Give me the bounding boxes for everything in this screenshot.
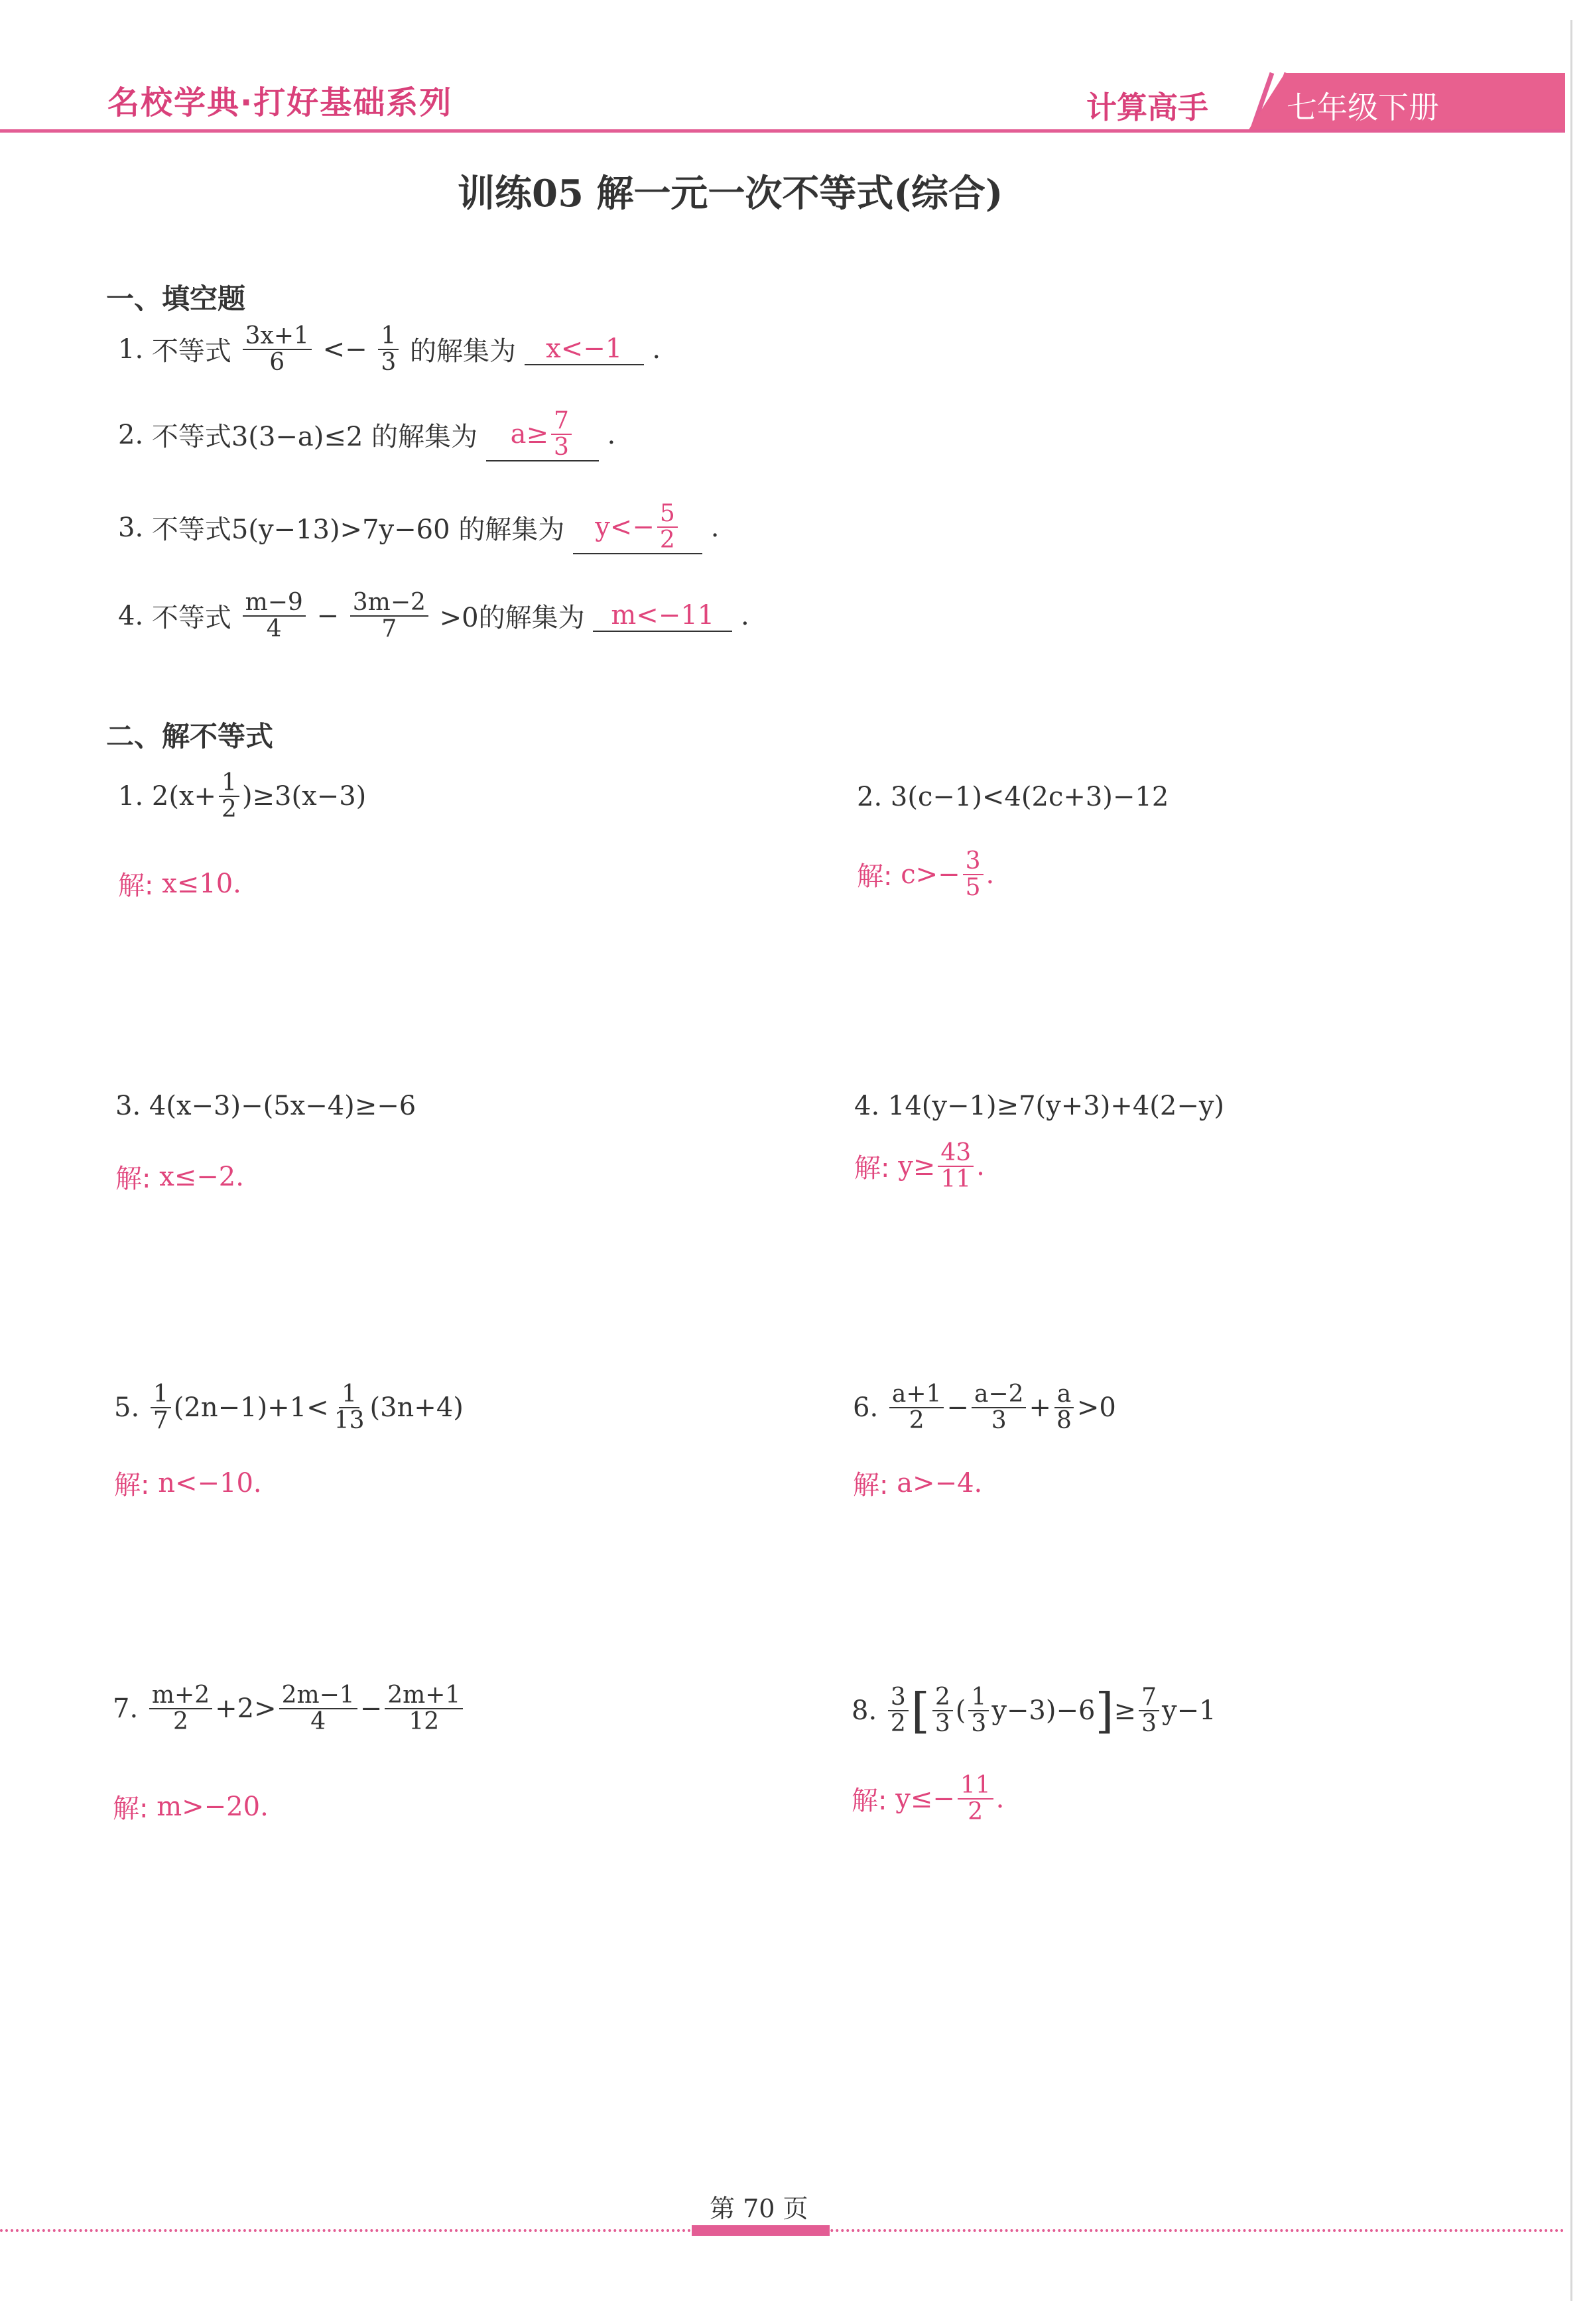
solution-3: 解: x≤−2. (115, 1161, 244, 1194)
item-text: 不等式 (151, 336, 231, 367)
item-number: 4. (118, 600, 144, 631)
problem-6: 6. $\frac{a+1}{2}$ − $\frac{a-2}{3}$ + $\frac{a}{8}$ >0 (853, 1380, 1116, 1434)
item-text: >0的解集为 (439, 603, 585, 634)
problem-1: 1. 2(x+ $\frac{1}{2}$ )≥3(x−3) (118, 769, 367, 823)
fill-in-item-4: 4. 不等式 $\frac{m-9}{4}$ − $\frac{3m-2}{7}$ >0的解集为 m<−11 . (118, 589, 749, 642)
page-title: 训练05 解一元一次不等式(综合) (458, 172, 1003, 215)
problem-8: 8. $\frac{3}{2}$ [ $\frac{2}{3}$ ( $\frac{1}{3}$ y−3)−6]≥ $\frac{7}{3}$ y−1 (852, 1683, 1216, 1739)
answer-blank: a≥ $\frac{7}{3}$ (486, 408, 599, 461)
item-text: 不等式5(y−13)>7y−60 的解集为 (151, 515, 565, 546)
answer-blank: x<−1 (525, 334, 644, 365)
fill-in-item-2: 2. 不等式3(3−a)≤2 的解集为 a≥ $\frac{7}{3}$ . (118, 407, 616, 461)
solution-1: 解: x≤10. (118, 868, 241, 901)
section-solve-heading: 二、解不等式 (106, 720, 274, 753)
item-number: 3. (118, 512, 144, 543)
page-number: 第 70 页 (710, 2194, 808, 2223)
brand-title: 计算高手 (1086, 90, 1208, 125)
fraction: $\frac{1}{3}$ (378, 324, 399, 375)
item-text: 不等式 (151, 603, 231, 634)
solution-8: 解: y≤− $\frac{11}{2}$ . (852, 1772, 1005, 1825)
solution-6: 解: a>−4. (853, 1467, 983, 1500)
item-text: <− (322, 334, 367, 365)
header-rule (0, 129, 1565, 133)
fill-in-item-3: 3. 不等式5(y−13)>7y−60 的解集为 y<− $\frac{5}{2}$ . (118, 500, 720, 554)
section-fill-in-heading: 一、填空题 (106, 282, 246, 315)
problem-3: 3. 4(x−3)−(5x−4)≥−6 (115, 1091, 416, 1121)
solution-7: 解: m>−20. (113, 1791, 269, 1824)
item-text: 的解集为 (409, 336, 516, 367)
solution-5: 解: n<−10. (114, 1467, 262, 1500)
fill-in-item-1: 1. 不等式 $\frac{3x+1}{6}$ <− $\frac{1}{3}$ 的解集为 x<−1 . (118, 322, 661, 376)
problem-5: 5. $\frac{1}{7}$ (2n−1)+1< $\frac{1}{13}$ (3n+4) (114, 1380, 464, 1434)
answer-blank: y<− $\frac{5}{2}$ (573, 501, 702, 554)
solution-2: 解: c>− $\frac{3}{5}$ . (857, 847, 995, 901)
problem-7: 7. $\frac{m+2}{2}$ +2> $\frac{2m-1}{4}$ − $\frac{2m+1}{12}$ (113, 1683, 466, 1735)
footer-bar (692, 2225, 830, 2236)
item-number: 1. (118, 334, 144, 365)
item-text: 不等式3(3−a)≤2 的解集为 (151, 422, 478, 453)
problem-2: 2. 3(c−1)<4(2c+3)−12 (857, 782, 1169, 812)
item-number: 2. (118, 419, 144, 450)
grade-label: 七年级下册 (1287, 90, 1439, 125)
problem-4: 4. 14(y−1)≥7(y+3)+4(2−y) (854, 1091, 1225, 1121)
solution-4: 解: y≥ $\frac{43}{11}$ . (854, 1139, 985, 1193)
fraction: $\frac{3m-2}{7}$ (350, 590, 428, 642)
answer-blank: m<−11 (593, 600, 732, 632)
fraction: $\frac{m-9}{4}$ (243, 590, 306, 642)
fraction: $\frac{3x+1}{6}$ (243, 324, 312, 375)
item-text: − (316, 600, 340, 631)
page-edge (1570, 20, 1572, 2301)
series-title: 名校学典·打好基础系列 (107, 84, 453, 121)
